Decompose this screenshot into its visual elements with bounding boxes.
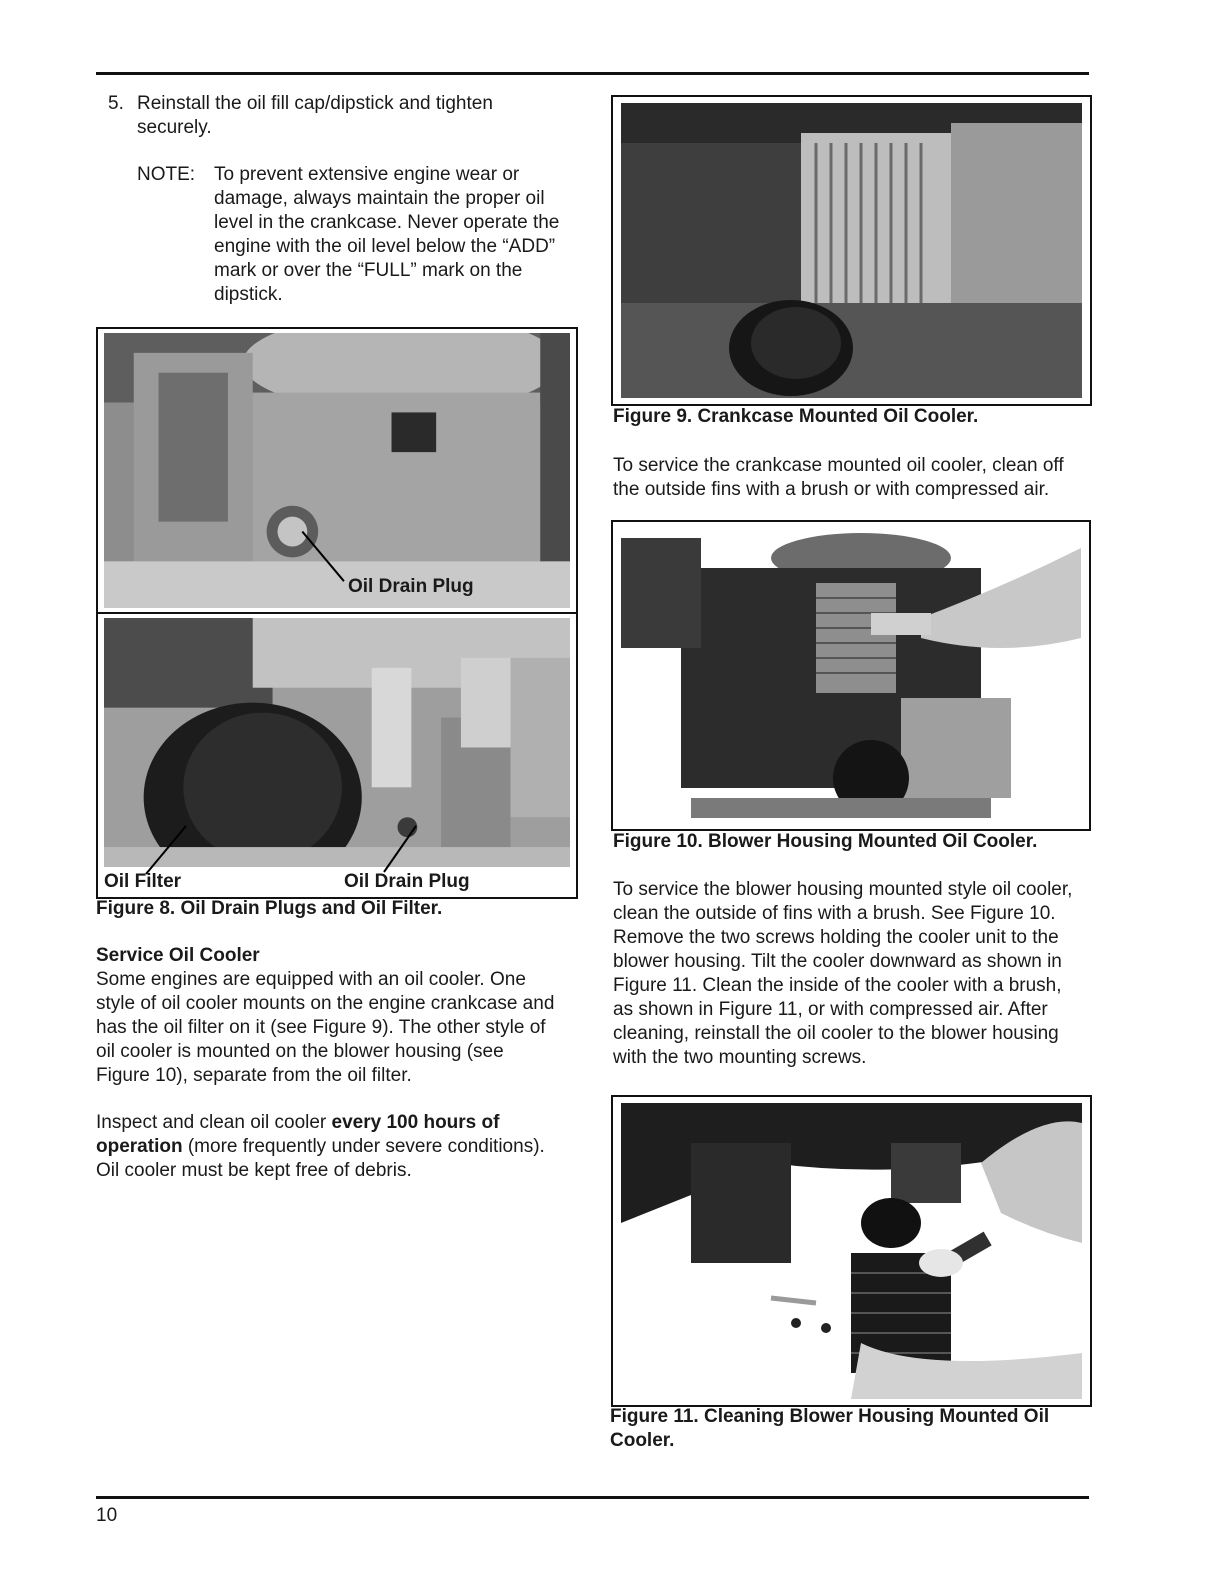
paragraph-line: has the oil filter on it (see Figure 9). The other style of (96, 1017, 546, 1038)
figure-8-bottom-frame (96, 612, 578, 899)
step-number: 5. (108, 93, 124, 114)
figure-9-text-line: the outside fins with a brush or with compressed air. (613, 479, 1050, 500)
label-oil-drain-plug-bottom: Oil Drain Plug (344, 871, 470, 892)
figure-8-top-frame (96, 327, 578, 614)
figure-10-caption: Figure 10. Blower Housing Mounted Oil Cooler. (613, 831, 1038, 852)
figure-10-text-line: clean the outside of fins with a brush. See Figure 10. (613, 903, 1056, 924)
figure-10-text-line: blower housing. Tilt the cooler downward as shown in (613, 951, 1062, 972)
figure-10-text-line: To service the blower housing mounted style oil cooler, (613, 879, 1073, 900)
inspect-operation: operation (96, 1136, 183, 1157)
figure-10-text-line: as shown in Figure 11, or with compressed air. After (613, 999, 1048, 1020)
paragraph-line: style of oil cooler mounts on the engine crankcase and (96, 993, 555, 1014)
oil-drain-plug-photo (104, 333, 570, 608)
footer-rule (96, 1496, 1089, 1499)
section-heading: Service Oil Cooler (96, 945, 260, 966)
figure-10-text-line: cleaning, reinstall the oil cooler to the blower housing (613, 1023, 1059, 1044)
paragraph-line: Figure 10), separate from the oil filter. (96, 1065, 412, 1086)
figure-10-frame (611, 520, 1091, 831)
figure-9-frame (611, 95, 1092, 406)
figure-9-caption: Figure 9. Crankcase Mounted Oil Cooler. (613, 406, 979, 427)
figure-10-text-line: Figure 11. Clean the inside of the cooler with a brush, (613, 975, 1062, 996)
crankcase-oil-cooler-photo (621, 103, 1082, 398)
inspect-line-1 (96, 1111, 499, 1135)
note-line: mark or over the “FULL” mark on the (214, 260, 523, 281)
label-oil-filter: Oil Filter (104, 871, 182, 892)
note-line: To prevent extensive engine wear or (214, 164, 520, 185)
paragraph-line: oil cooler is mounted on the blower housing (see (96, 1041, 504, 1062)
note-line: damage, always maintain the proper oil (214, 188, 545, 209)
blower-housing-oil-cooler-photo (621, 528, 1081, 823)
figure-8-leader-lines (98, 614, 576, 897)
figure-8-caption: Figure 8. Oil Drain Plugs and Oil Filter. (96, 898, 443, 919)
page-number: 10 (96, 1505, 118, 1526)
figure-10-text-line: Remove the two screws holding the cooler unit to the (613, 927, 1059, 948)
note-line: level in the crankcase. Never operate the (214, 212, 560, 233)
step-5-line-2: securely. (137, 117, 212, 138)
inspect-prefix: Inspect and clean oil cooler (96, 1112, 332, 1133)
inspect-line-2 (96, 1135, 545, 1159)
paragraph-line: Some engines are equipped with an oil cooler. One (96, 969, 526, 990)
note-line: engine with the oil level below the “ADD” (214, 236, 556, 257)
label-oil-drain-plug-top: Oil Drain Plug (348, 576, 474, 597)
inspect-line-3: Oil cooler must be kept free of debris. (96, 1160, 412, 1181)
figure-11-frame (611, 1095, 1092, 1407)
note-label: NOTE: (137, 164, 196, 185)
header-rule (96, 72, 1089, 75)
inspect-interval: every 100 hours of (331, 1112, 500, 1133)
figure-9-text-line: To service the crankcase mounted oil cooler, clean off (613, 455, 1064, 476)
inspect-rest: (more frequently under severe conditions). (182, 1136, 545, 1157)
figure-11-caption-line-1: Figure 11. Cleaning Blower Housing Mounted Oil (610, 1406, 1050, 1427)
figure-10-text-line: with the two mounting screws. (613, 1047, 867, 1068)
figure-11-caption-line-2: Cooler. (610, 1430, 675, 1451)
cleaning-oil-cooler-photo (621, 1103, 1082, 1399)
step-5-line-1: Reinstall the oil fill cap/dipstick and tighten (137, 93, 493, 114)
note-line: dipstick. (214, 284, 283, 305)
